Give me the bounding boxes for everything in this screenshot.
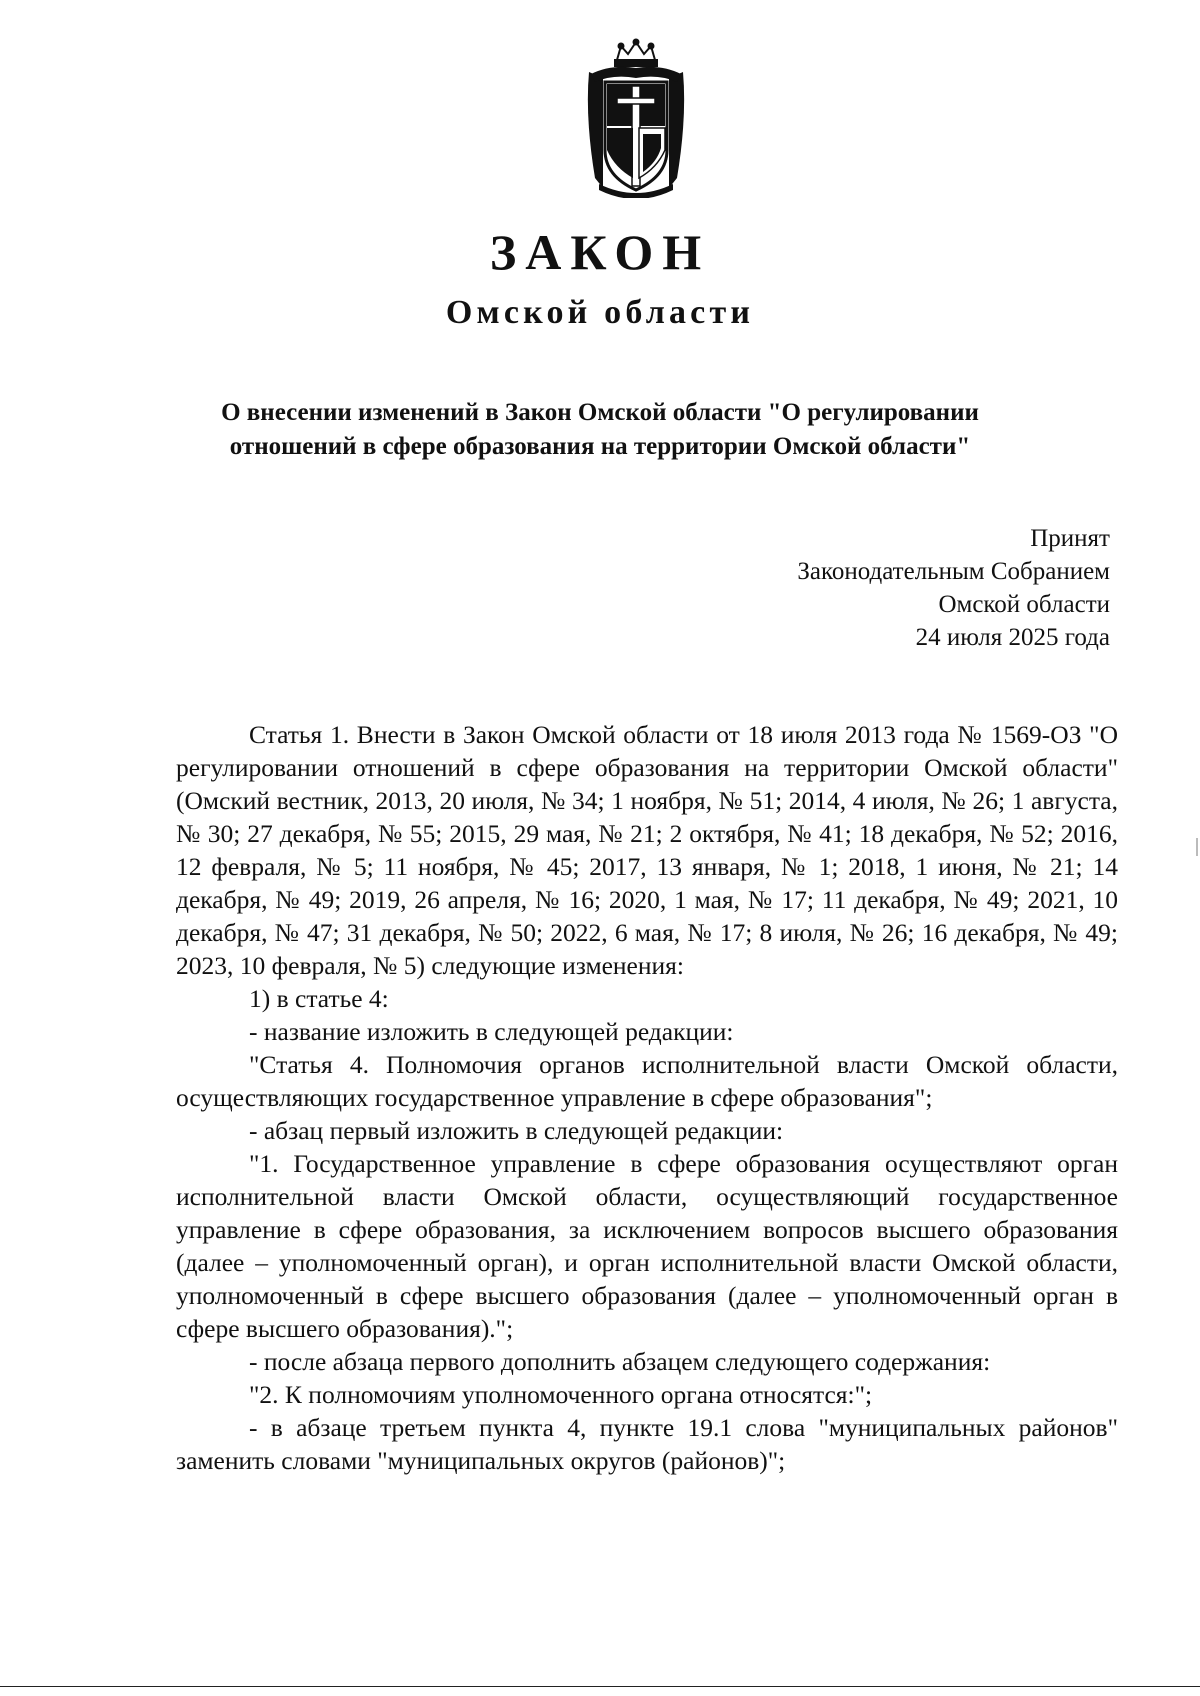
article-paragraph: - название изложить в следующей редакции:	[249, 1017, 734, 1046]
article-paragraph: "1. Государственное управление в сфере образования осуществляют орган исполнительной власти Омской области, осуществляющий государственное управление в сфере образования, за исключением вопросов высшего образования (далее – уполномоченный орган), и орган исполнительной власти Омской области, уполномоченный в сфере высшего образования (далее – уполномоченный орган в сфере высшего образования).";	[176, 1149, 1118, 1343]
article-paragraph: "2. К полномочиям уполномоченного органа относятся:";	[249, 1380, 873, 1409]
scan-margin-mark	[1196, 838, 1198, 856]
adoption-line: Законодательным Собранием	[797, 558, 1110, 585]
law-subject-line: отношений в сфере образования на территории Омской области"	[229, 433, 971, 460]
article-paragraph: - в абзаце третьем пункта 4, пункте 19.1 слова "муниципальных районов" заменить словами "муниципальных округов (районов)";	[176, 1413, 1118, 1475]
omsk-oblast-coat-of-arms-icon	[581, 38, 691, 198]
adoption-date: 24 июля 2025 года	[915, 624, 1110, 651]
law-subject-line: О внесении изменений в Закон Омской области "О регулировании	[221, 399, 979, 426]
adoption-line: Омской области	[938, 591, 1110, 618]
law-body	[176, 718, 1118, 1477]
adoption-block	[797, 522, 1110, 654]
document-title: ЗАКОН	[489, 224, 711, 280]
document-subtitle: Омской области	[445, 294, 755, 331]
adoption-line: Принят	[1030, 525, 1110, 552]
law-subject	[150, 396, 1050, 464]
article-paragraph: 1) в статье 4:	[249, 984, 389, 1013]
page-bottom-line	[0, 1686, 1200, 1687]
article-paragraph: Статья 1. Внести в Закон Омской области от 18 июля 2013 года № 1569-ОЗ "О регулировании отношений в сфере образования на территории Омской области" (Омский вестник, 2013, 20 июля, № 34; 1 ноября, № 51; 2014, 4 июля, № 26; 1 августа, № 30; 27 декабря, № 55; 2015, 29 мая, № 21; 2 октября, № 41; 18 декабря, № 52; 2016, 12 февраля, № 5; 11 ноября, № 45; 2017, 13 января, № 1; 2018, 1 июня, № 21; 14 декабря, № 49; 2019, 26 апреля, № 16; 2020, 1 мая, № 17; 11 декабря, № 49; 2021, 10 декабря, № 47; 31 декабря, № 50; 2022, 6 мая, № 17; 8 июля, № 26; 16 декабря, № 49; 2023, 10 февраля, № 5) следующие изменения:	[176, 720, 1118, 980]
article-paragraph: - после абзаца первого дополнить абзацем следующего содержания:	[249, 1347, 991, 1376]
article-paragraph: - абзац первый изложить в следующей редакции:	[249, 1116, 784, 1145]
article-paragraph: "Статья 4. Полномочия органов исполнительной власти Омской области, осуществляющих государственное управление в сфере образования";	[176, 1050, 1118, 1112]
